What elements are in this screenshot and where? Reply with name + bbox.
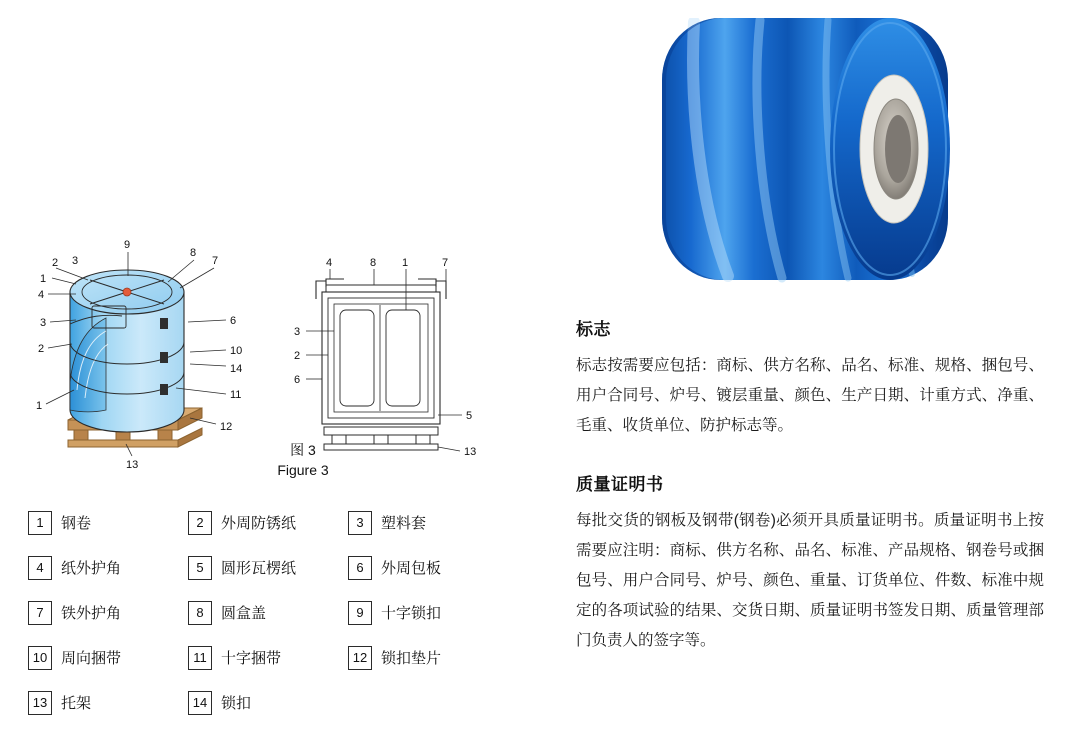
- legend-item: [348, 635, 508, 680]
- legend-number: 3: [348, 511, 372, 535]
- svg-text:3: 3: [72, 255, 79, 267]
- svg-text:6: 6: [294, 374, 301, 386]
- legend-number: 8: [188, 601, 212, 625]
- legend-item: [188, 680, 348, 725]
- legend-number: 2: [188, 511, 212, 535]
- legend-item: [28, 680, 188, 725]
- svg-text:3: 3: [294, 326, 301, 338]
- legend-label: 锁扣垫片: [381, 650, 442, 667]
- svg-text:1: 1: [36, 400, 43, 412]
- svg-text:4: 4: [38, 289, 45, 301]
- svg-text:1: 1: [402, 257, 409, 269]
- legend-item: [348, 590, 508, 635]
- legend-number: 9: [348, 601, 372, 625]
- certificate-section: [576, 470, 1044, 656]
- legend-label: 锁扣: [221, 695, 252, 712]
- legend-label: 外周防锈纸: [221, 515, 297, 532]
- svg-text:14: 14: [230, 363, 243, 375]
- legend-number: 14: [188, 691, 212, 715]
- legend-item: [28, 590, 188, 635]
- svg-text:9: 9: [124, 239, 131, 251]
- isometric-coil-diagram: [30, 232, 260, 480]
- legend-item: [188, 635, 348, 680]
- legend-number: 4: [28, 556, 52, 580]
- legend-label: 外周包板: [381, 560, 442, 577]
- svg-text:13: 13: [126, 459, 139, 471]
- legend-label: 钢卷: [61, 515, 92, 532]
- legend-label: 铁外护角: [61, 605, 122, 622]
- legend-label: 十字锁扣: [381, 605, 442, 622]
- legend-label: 托架: [61, 695, 92, 712]
- svg-text:6: 6: [230, 315, 237, 327]
- legend-label: 周向捆带: [61, 650, 122, 667]
- legend-item: [188, 590, 348, 635]
- section-callout-labels: [294, 257, 476, 458]
- legend-item: [348, 545, 508, 590]
- svg-text:7: 7: [212, 255, 219, 267]
- svg-text:12: 12: [220, 421, 233, 433]
- legend-grid: [28, 500, 518, 725]
- legend-item: [28, 500, 188, 545]
- legend-number: 5: [188, 556, 212, 580]
- legend-number: 1: [28, 511, 52, 535]
- svg-text:1: 1: [40, 273, 47, 285]
- svg-text:5: 5: [466, 410, 473, 422]
- legend-item: [28, 545, 188, 590]
- legend-item-empty: [348, 680, 508, 725]
- legend-label: 圆盒盖: [221, 605, 267, 622]
- legend-label: 纸外护角: [61, 560, 122, 577]
- legend-label: 圆形瓦楞纸: [221, 560, 297, 577]
- svg-text:2: 2: [38, 343, 45, 355]
- figure-caption: [248, 440, 358, 480]
- legend-item: [28, 635, 188, 680]
- certificate-body: 每批交货的钢板及钢带(钢卷)必须开具质量证明书。质量证明书上按需要应注明：商标、供方名称、品名、标准、产品规格、钢卷号或捆包号、用户合同号、炉号、颜色、重量、订货单位、件数、标准中规定的各项试验的结果、交货日期、质量证明书签发日期、质量管理部门负责人的签字等。: [576, 512, 1044, 649]
- legend-number: 12: [348, 646, 372, 670]
- legend-label: 十字捆带: [221, 650, 282, 667]
- svg-text:4: 4: [326, 257, 333, 269]
- svg-text:8: 8: [190, 247, 197, 259]
- svg-text:2: 2: [52, 257, 59, 269]
- svg-text:10: 10: [230, 345, 243, 357]
- legend-number: 6: [348, 556, 372, 580]
- certificate-heading: 质量证明书: [576, 475, 664, 494]
- svg-text:7: 7: [442, 257, 449, 269]
- legend-item: [188, 500, 348, 545]
- svg-text:3: 3: [40, 317, 47, 329]
- mark-section: [576, 315, 1044, 441]
- legend-number: 13: [28, 691, 52, 715]
- legend-item: [348, 500, 508, 545]
- legend-number: 7: [28, 601, 52, 625]
- legend-label: 塑料套: [381, 515, 427, 532]
- svg-text:11: 11: [230, 389, 242, 401]
- coil-product-photo: [632, 18, 1002, 294]
- legend-number: 11: [188, 646, 212, 670]
- svg-text:8: 8: [370, 257, 377, 269]
- mark-body: 标志按需要应包括：商标、供方名称、品名、标准、规格、捆包号、用户合同号、炉号、镀层重量、颜色、生产日期、计重方式、净重、毛重、收货单位、防护标志等。: [576, 357, 1044, 434]
- figure-caption-cn: 图 3: [290, 442, 316, 458]
- svg-text:2: 2: [294, 350, 301, 362]
- right-column: [576, 0, 1056, 742]
- legend-item: [188, 545, 348, 590]
- figure-caption-en: Figure 3: [277, 462, 329, 478]
- legend-number: 10: [28, 646, 52, 670]
- mark-heading: 标志: [576, 320, 611, 339]
- svg-text:13: 13: [464, 446, 477, 458]
